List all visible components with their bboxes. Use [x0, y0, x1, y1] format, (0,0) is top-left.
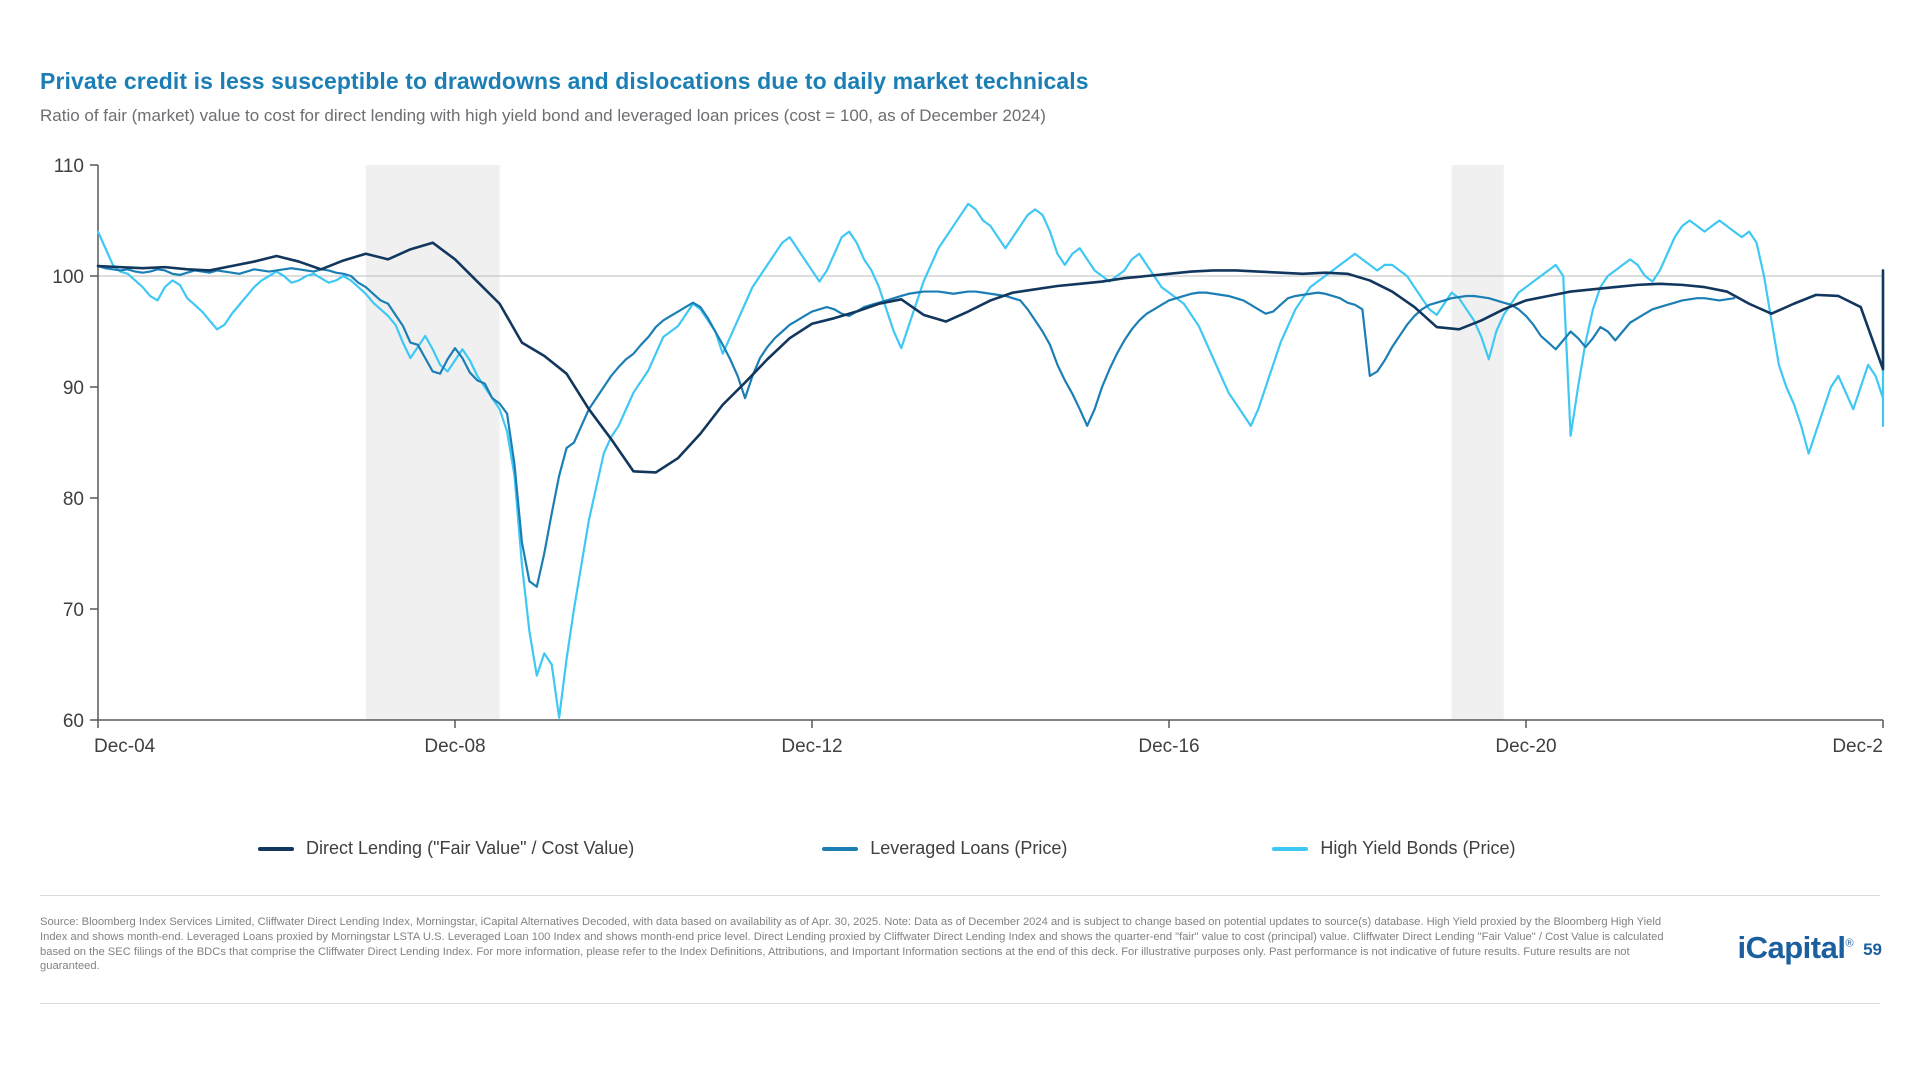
icapital-logo — [1738, 932, 1854, 963]
source-footnote: Source: Bloomberg Index Services Limited, Cliffwater Direct Lending Index, Morningstar, iCapital Alternatives Decoded, with data based on availability as of Apr. 30, 2025. Note: Data as of December 2024 and is subject to change based on potential updates to source(s) database. High Yield proxied by the Bloomberg High Yield Index and shows month-end. Leveraged Loans proxied by Morningstar LSTA U.S. Leveraged Loan 100 Index and shows month-end price level. Direct Lending proxied by Cliffwater Direct Lending Index and shows the quarter-end "fair" value to cost (principal) value. Cliffwater Direct Lending "Fair Value" / Cost Value is calculated based on the SEC filings of the BDCs that comprise the Cliffwater Direct Lending Index. For more information, please refer to the Index Definitions, Attributions, and Important Information sections at the end of this deck. For illustrative purposes only. Past performance is not indicative of future results. Future results are not guaranteed. — [40, 916, 1664, 973]
page-title: Private credit is less susceptible to drawdowns and dislocations due to daily market technicals — [40, 68, 1089, 94]
line-chart — [40, 155, 1885, 780]
legend-label-direct-lending: Direct Lending ("Fair Value" / Cost Value) — [306, 838, 635, 858]
y-tick-label: 110 — [53, 156, 84, 177]
recession-band-0 — [366, 165, 500, 720]
legend-item-direct-lending — [258, 838, 634, 859]
page-subtitle: Ratio of fair (market) value to cost for direct lending with high yield bond and leveraged loan prices (cost = 100, as of December 2024) — [40, 106, 1046, 125]
divider-bottom — [40, 1003, 1880, 1004]
legend-label-high-yield-bonds: High Yield Bonds (Price) — [1320, 838, 1516, 858]
y-tick-label: 80 — [62, 489, 84, 510]
divider-top — [40, 895, 1880, 896]
legend-swatch-high-yield-bonds — [1272, 847, 1308, 851]
legend-swatch-leveraged-loans — [822, 847, 858, 851]
legend-item-high-yield-bonds — [1272, 838, 1515, 859]
y-tick-label: 60 — [62, 711, 84, 732]
x-tick-label: Dec-12 — [781, 736, 843, 757]
x-tick-label: Dec-2 — [1832, 736, 1883, 757]
chart-legend — [40, 838, 1840, 859]
y-tick-label: 90 — [62, 378, 84, 399]
legend-label-leveraged-loans: Leveraged Loans (Price) — [870, 838, 1068, 858]
legend-swatch-direct-lending — [258, 847, 294, 851]
page-number: 59 — [1863, 940, 1882, 959]
y-tick-label: 70 — [62, 600, 84, 621]
x-tick-label: Dec-08 — [424, 736, 486, 757]
y-tick-label: 100 — [52, 267, 84, 288]
x-tick-label: Dec-16 — [1138, 736, 1200, 757]
legend-item-leveraged-loans — [822, 838, 1067, 859]
brand-block — [1738, 932, 1883, 963]
x-tick-label: Dec-04 — [94, 736, 156, 757]
logo-text: iCapital — [1737, 930, 1846, 965]
x-tick-label: Dec-20 — [1495, 736, 1557, 757]
recession-band-1 — [1452, 165, 1504, 720]
chart-container — [40, 155, 1885, 780]
registered-mark: ® — [1845, 937, 1854, 950]
